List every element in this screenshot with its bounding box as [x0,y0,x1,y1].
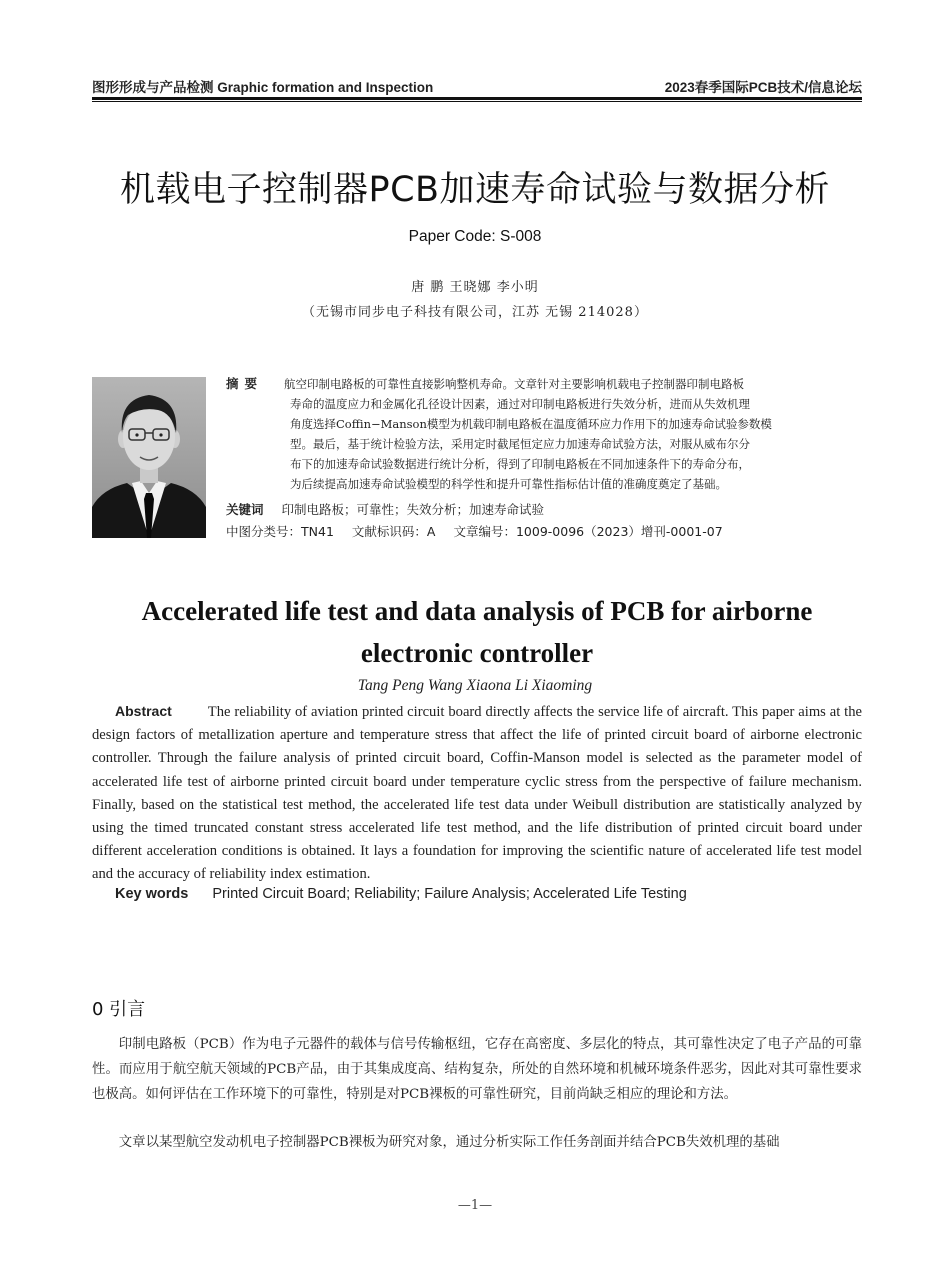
abstract-cn-line: 型。最后，基于统计检验方法，采用定时截尾恒定应力加速寿命试验方法，对服从威布尔分 [290,437,750,451]
section-heading: 0 引言 [92,999,146,1020]
document-code: 文献标识码：A [351,524,436,539]
body-paragraph: 印制电路板（PCB）作为电子元器件的载体与信号传输枢纽，它存在高密度、多层化的特点，其可靠性决定了电子产品的可靠性。而应用于航空航天领域的PCB产品，由于其集成度高、结构复杂，所处的自然环境和机械环境条件恶劣，因此对其可靠性要求也极高。如何评估在工作环境下的可靠性，特别是对PCB裸板的可靠性研究，目前尚缺乏相应的理论和方法。 [92,1037,862,1102]
keywords-en [115,886,687,902]
author-photo [92,377,206,538]
paper-title-en: Accelerated life test and data analysis of PCB for airborne electronic controller [141,596,813,668]
author-portrait-image [92,377,206,538]
keywords-cn [226,500,544,518]
paper-code: Paper Code: S-008 [408,228,542,245]
body-paragraph: 文章以某型航空发动机电子控制器PCB裸板为研究对象，通过分析实际工作任务剖面并结合PCB失效机理的基础 [118,1135,780,1150]
affiliation-cn: （无锡市同步电子科技有限公司，江苏 无锡 214028） [302,305,648,320]
abstract-en-label: Abstract [115,703,172,719]
keywords-cn-text: 印制电路板；可靠性；失效分析；加速寿命试验 [281,502,545,517]
abstract-cn-line: 寿命的温度应力和金属化孔径设计因素，通过对印制电路板进行失效分析，进而从失效机理 [290,397,750,411]
paper-title-cn: 机载电子控制器PCB加速寿命试验与数据分析 [119,170,831,210]
keywords-en-label: Key words [115,886,189,902]
article-number: 文章编号：1009-0096（2023）增刊-0001-07 [453,524,723,539]
page-number: —1— [457,1198,493,1213]
running-header [92,74,862,96]
classification-line [226,522,741,540]
header-right: 2023春季国际PCB技术/信息论坛 [664,80,862,95]
abstract-cn-line: 角度选择Coffin−Manson模型为机载印制电路板在温度循环应力作用下的加速寿命试验参数模 [290,417,772,431]
clc-number: 中图分类号：TN41 [226,524,334,539]
abstract-en-text: The reliability of aviation printed circuit board directly affects the service life of aircraft. This paper aims at the design factors of metallization aperture and temperature stress that affect the life of printed circuit board of airborne electronic controller. Through the failure analysis of printed circuit board, Coffin-Manson model is selected as the parameter model of accelerated life test of airborne printed circuit board under temperature cyclic stress from the perspective of failure mechanism. Finally, based on the statistical test method, the accelerated life test data under Weibull distribution are statistically analyzed by using the timed truncated constant stress accelerated life test method, and the life distribution of printed circuit board under different acceleration conditions is obtained. It lays a foundation for improving the scientific nature of accelerated life test model and the accuracy of reliability index estimation. [92,704,862,883]
abstract-en [92,700,862,887]
header-rule-thick [92,97,862,100]
abstract-cn-line: 为后续提高加速寿命试验模型的科学性和提升可靠性指标估计值的准确度奠定了基础。 [290,477,727,491]
header-left: 图形形成与产品检测 Graphic formation and Inspection [92,80,434,95]
keywords-cn-label: 关键词 [226,502,264,517]
abstract-cn-line: 航空印制电路板的可靠性直接影响整机寿命。文章针对主要影响机载电子控制器印制电路板 [284,377,744,391]
authors-cn: 唐 鹏 王晓娜 李小明 [411,280,539,295]
abstract-cn-label: 摘要 [226,376,264,391]
keywords-en-text: Printed Circuit Board; Reliability; Failure Analysis; Accelerated Life Testing [212,886,687,902]
header-rule-thin [92,101,862,102]
authors-en: Tang Peng Wang Xiaona Li Xiaoming [357,677,593,694]
abstract-cn-line: 布下的加速寿命试验数据进行统计分析，得到了印制电路板在不同加速条件下的寿命分布， [290,457,750,471]
